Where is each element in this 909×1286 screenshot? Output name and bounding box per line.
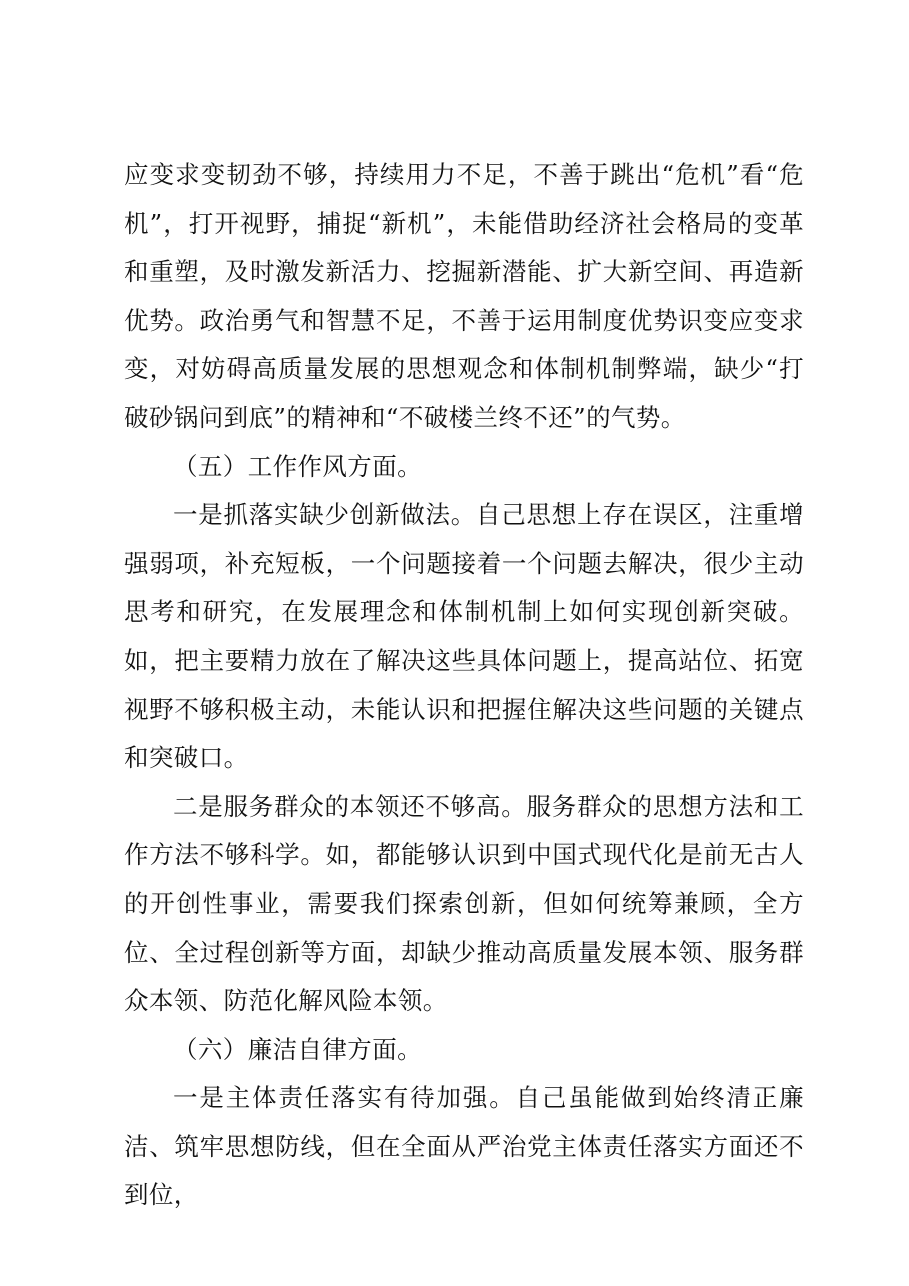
paragraph-serving-masses: 二是服务群众的本领还不够高。服务群众的思想方法和工作方法不够科学。如，都能够认识到中国式现代化是前无古人的开创性事业，需要我们探索创新，但如何统筹兼顾，全方位、全过程创新等方面，却缺少推动高质量发展本领、服务群众本领、防范化解风险本领。 — [124, 791, 804, 1016]
section-heading-integrity: （六）廉洁自律方面。 — [173, 1034, 422, 1064]
document-body — [124, 151, 804, 1220]
paragraph-responsibility: 一是主体责任落实有待加强。自己虽能做到始终清正廉洁、筑牢思想防线，但在全面从严治党主体责任落实方面还不到位， — [124, 1083, 804, 1210]
paragraph-innovation: 一是抓落实缺少创新做法。自己思想上存在误区，注重增强弱项，补充短板，一个问题接着一个问题去解决，很少主动思考和研究，在发展理念和体制机制上如何实现创新突破。如，把主要精力放在了解决这些具体问题上，提高站位、拓宽视野不够积极主动，未能认识和把握住解决这些问题的关键点和突破口。 — [124, 500, 804, 773]
section-heading-work-style: （五）工作作风方面。 — [173, 451, 422, 481]
paragraph-continuation: 应变求变韧劲不够，持续用力不足，不善于跳出“危机”看“危机”，打开视野，捕捉“新机”，未能借助经济社会格局的变革和重塑，及时激发新活力、挖掘新潜能、扩大新空间、再造新优势。政治勇气和智慧不足，不善于运用制度优势识变应变求变，对妨碍高质量发展的思想观念和体制机制弊端，缺少“打破砂锅问到底”的精神和“不破楼兰终不还”的气势。 — [124, 160, 804, 432]
